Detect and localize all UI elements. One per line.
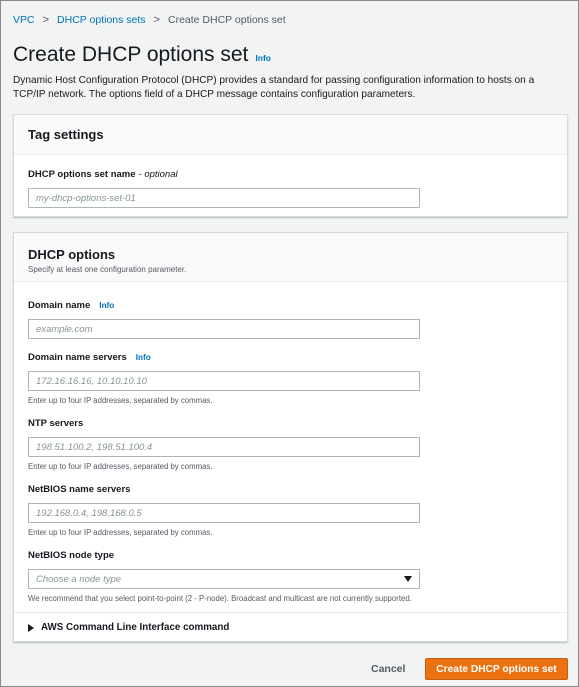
page-info-link[interactable]: Info xyxy=(255,53,271,63)
dhcp-options-set-name-placeholder: my-dhcp-options-set-01 xyxy=(36,192,136,204)
netbios-node-type-select[interactable] xyxy=(28,569,420,589)
ntp-servers-input[interactable] xyxy=(28,437,420,457)
domain-name-label: Domain name xyxy=(28,299,91,311)
domain-name-servers-label: Domain name servers xyxy=(28,351,127,363)
domain-name-servers-placeholder: 172.16.16.16, 10.10.10.10 xyxy=(36,375,147,387)
ntp-servers-field xyxy=(28,417,420,471)
dhcp-options-set-name-label: DHCP options set name xyxy=(28,168,136,180)
page-description: Dynamic Host Configuration Protocol (DHCP) provides a standard for passing configuration information to hosts on a TCP/IP network. The options field of a DHCP message contains configuration parameters. xyxy=(13,75,535,100)
domain-name-servers-info-link[interactable]: Info xyxy=(135,352,151,362)
tag-settings-title: Tag settings xyxy=(28,127,104,142)
domain-name-placeholder: example.com xyxy=(36,323,93,335)
breadcrumb-chevron-icon: > xyxy=(42,14,50,26)
ntp-servers-hint: Enter up to four IP addresses, separated by commas. xyxy=(28,462,213,471)
domain-name-servers-hint: Enter up to four IP addresses, separated by commas. xyxy=(28,396,213,405)
optional-label: - optional xyxy=(138,168,178,180)
netbios-node-type-placeholder: Choose a node type xyxy=(36,573,122,585)
domain-name-input[interactable] xyxy=(28,319,420,339)
netbios-node-type-hint: We recommend that you select point-to-point (2 - P-node). Broadcast and multicast are not currently supported. xyxy=(28,594,412,603)
dhcp-options-header xyxy=(14,233,567,282)
domain-name-servers-input[interactable] xyxy=(28,371,420,391)
dhcp-options-subtitle: Specify at least one configuration parameter. xyxy=(28,265,187,274)
dhcp-options-set-name-field xyxy=(28,168,420,208)
netbios-name-servers-label: NetBIOS name servers xyxy=(28,483,131,495)
page-title: Create DHCP options set xyxy=(13,43,249,66)
ntp-servers-placeholder: 198.51.100.2, 198.51.100.4 xyxy=(36,441,153,453)
dhcp-options-panel xyxy=(13,232,568,642)
breadcrumb-vpc-link[interactable]: VPC xyxy=(13,14,35,26)
caret-down-icon xyxy=(404,576,412,582)
cli-command-expander[interactable] xyxy=(14,612,567,642)
netbios-name-servers-placeholder: 192.168.0.4, 198.168.0.5 xyxy=(36,507,142,519)
netbios-name-servers-input[interactable] xyxy=(28,503,420,523)
tag-settings-header xyxy=(14,115,567,155)
domain-name-servers-field xyxy=(28,351,420,405)
netbios-node-type-field xyxy=(28,549,420,603)
domain-name-info-link[interactable]: Info xyxy=(99,300,115,310)
domain-name-field xyxy=(28,299,420,339)
cancel-button[interactable]: Cancel xyxy=(371,663,406,675)
dhcp-options-title: DHCP options xyxy=(28,247,116,262)
create-dhcp-options-set-button[interactable]: Create DHCP options set xyxy=(425,658,568,680)
breadcrumb-chevron-icon: > xyxy=(153,14,160,26)
ntp-servers-label: NTP servers xyxy=(28,417,84,429)
breadcrumb-dhcp-options-sets-link[interactable]: DHCP options sets xyxy=(57,14,146,26)
caret-right-icon xyxy=(28,624,34,632)
breadcrumb xyxy=(13,13,286,27)
netbios-name-servers-field xyxy=(28,483,420,537)
tag-settings-panel xyxy=(13,114,568,217)
netbios-node-type-label: NetBIOS node type xyxy=(28,549,115,561)
cli-command-label: AWS Command Line Interface command xyxy=(41,622,230,633)
dhcp-options-set-name-input[interactable] xyxy=(28,188,420,208)
page-header xyxy=(13,43,271,67)
netbios-name-servers-hint: Enter up to four IP addresses, separated by commas. xyxy=(28,528,213,537)
breadcrumb-current: Create DHCP options set xyxy=(167,14,286,26)
